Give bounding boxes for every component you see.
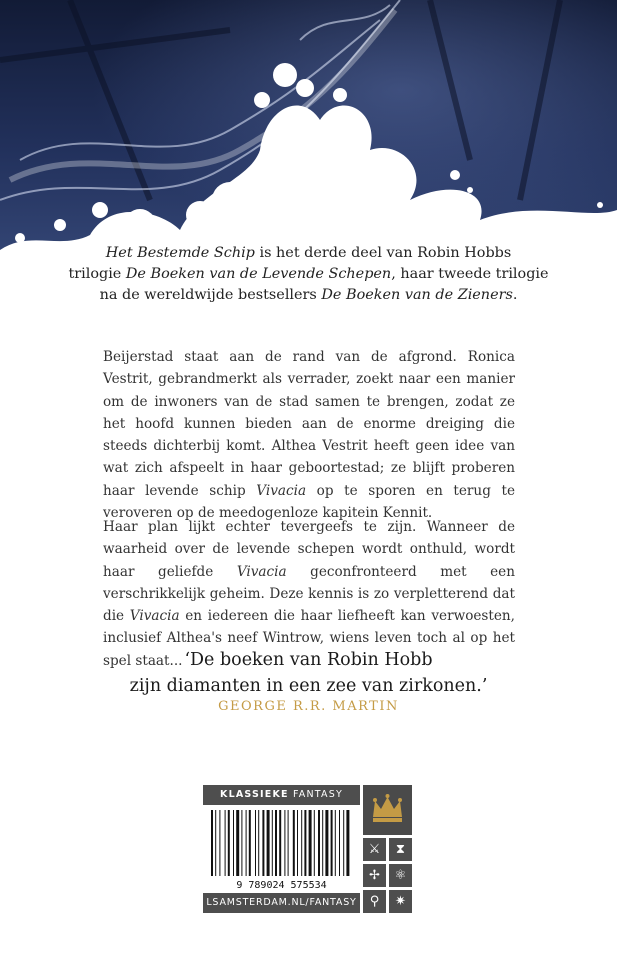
barcode-digits: 9 789024 575534 [236, 880, 327, 891]
quote-author: GEORGE R.R. MARTIN [218, 699, 399, 714]
figure-icon: ⚲ [363, 890, 386, 913]
previous-series-title: De Boeken van de Zieners [321, 287, 513, 303]
intro-line-2: trilogie De Boeken van de Levende Schepen, haar tweede trilogie [68, 266, 549, 282]
blurb-paragraph-2: Haar plan lijkt echter tevergeefs te zijn. Wanneer de waarheid over de levende schepen wordt onthuld, wordt haar geliefde Vivacia geconfronteerd met een verschrikkelijk geheim. Deze kennis is zo verpletterend dat die Vivacia en iedereen die haar liefheeft kan verwoesten, inclusief Althea's neef Wintrow, wiens leven toch al op het spel staat... [103, 519, 515, 669]
intro-paragraph [40, 243, 577, 306]
hourglass-icon: ⧗ [389, 838, 412, 861]
intro-line-3: na de wereldwijde bestsellers De Boeken van de Zieners. [99, 287, 518, 303]
review-quote: ‘De boeken van Robin Hobb zijn diamanten in een zee van zirkonen.’ [129, 650, 488, 696]
cover-artwork [0, 0, 617, 360]
series-title: De Boeken van de Levende Schepen [125, 266, 392, 282]
blurb-paragraph-1: Beijerstad staat aan de rand van de afgrond. Ronica Vestrit, gebrandmerkt als verrader, zoekt naar een manier om de inwoners van de stad samen te brengen, zodat ze het hoofd kunnen bieden aan de enorme dreiging die steeds dichterbij komt. Althea Vestrit heeft geen idee van wat zich afspeelt in haar geboortestad; ze blijft proberen haar levende schip Vivacia op te sporen en terug te veroveren op de meedogenloze kapitein Kennit. [103, 349, 515, 522]
sword-icon: ⚔ [363, 838, 386, 861]
butterfly-icon: ✢ [363, 864, 386, 887]
barcode [203, 806, 360, 892]
book-title: Het Bestemde Schip [105, 245, 255, 261]
genre-icons [363, 838, 412, 913]
barcode-bars [203, 806, 360, 892]
magic-symbol-icon: ⚛ [389, 864, 412, 887]
starburst-icon: ✷ [389, 890, 412, 913]
crown-icon [363, 785, 412, 835]
series-label: KLASSIEKE FANTASY [203, 785, 360, 805]
publisher-website[interactable]: LSAMSTERDAM.NL/FANTASY [203, 893, 360, 913]
intro-line-1: Het Bestemde Schip is het derde deel van Robin Hobbs [105, 245, 512, 261]
